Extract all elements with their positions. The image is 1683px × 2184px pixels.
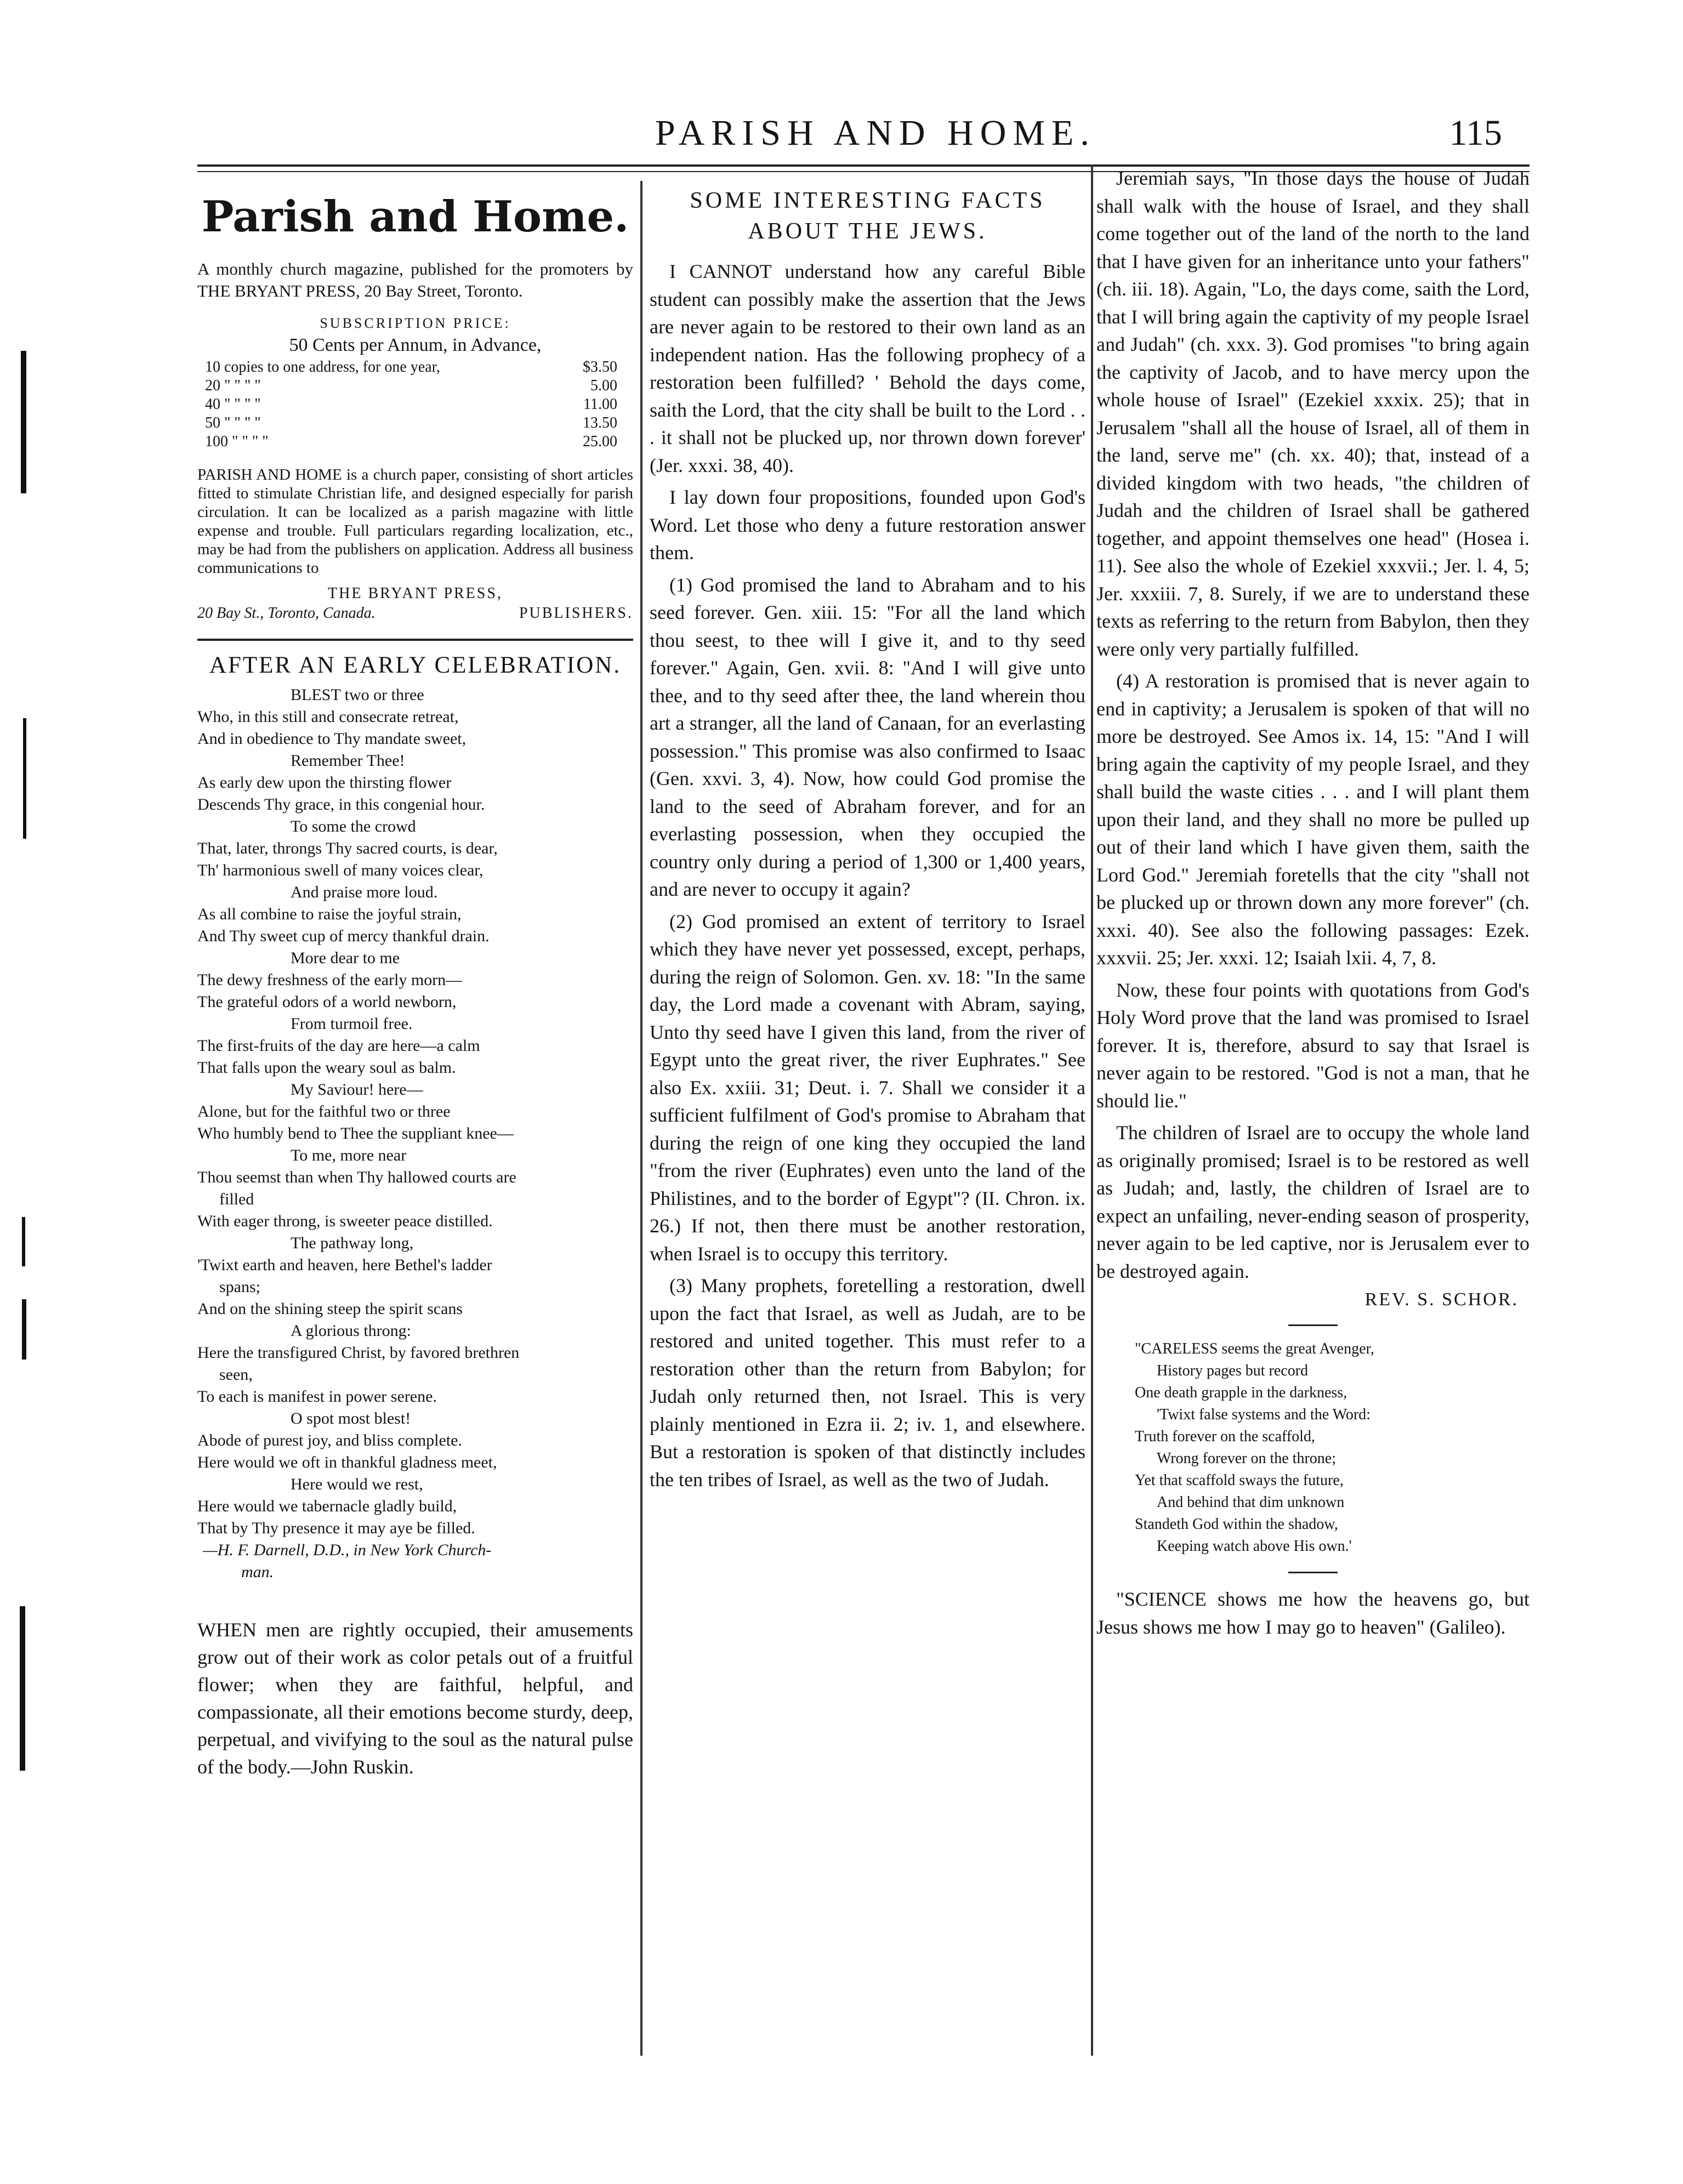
- verse-line: History pages but record: [1157, 1362, 1309, 1379]
- poem-line: Abode of purest joy, and bliss complete.: [197, 1431, 462, 1449]
- poem-line: That, later, throngs Thy sacred courts, is dear,: [197, 839, 498, 857]
- poem-line: O spot most blest!: [291, 1409, 411, 1427]
- poem-body: [197, 684, 633, 1539]
- left-column: [197, 181, 633, 2056]
- poem-attribution: —H. F. Darnell, D.D., in New York Church-: [203, 1541, 492, 1559]
- price-row-copies: 20 " " " ": [205, 377, 261, 394]
- poem-line: Alone, but for the faithful two or three: [197, 1102, 451, 1121]
- margin-mark: [22, 1217, 25, 1266]
- ruskin-quote: WHEN men are rightly occupied, their amusements grow out of their work as color petals out of a fruitful flower; when they are faithful, helpful, and compassionate, all their emotions become sturdy, deep, perpetual, and vivifying to the soul as the natural pulse of the body.—John Ruskin.: [197, 1619, 633, 1778]
- margin-mark: [20, 1606, 25, 1771]
- margin-mark: [21, 351, 26, 493]
- short-rule: [1288, 1572, 1338, 1573]
- poem-line: Descends Thy grace, in this congenial hour.: [197, 795, 485, 814]
- price-row: [203, 395, 619, 414]
- poem-line: Here would we tabernacle gladly build,: [197, 1497, 457, 1515]
- science-quote: "SCIENCE shows me how the heavens go, but Jesus shows me how I may go to heaven" (Galileo).: [1096, 1588, 1530, 1638]
- poem-line: The first-fruits of the day are here—a calm: [197, 1037, 480, 1055]
- article-paragraph: Jeremiah says, "In those days the house of Judah shall walk with the house of Israel, and they shall come together out of the land of the north to the land that I have given for an inheritance unto your fathers" (ch. iii. 18). Again, "Lo, the days come, saith the Lord, that I will bring again the captivity of my people Israel and Judah" (ch. xxx. 3). God promises "to bring again the captivity of Jacob, and to have mercy upon the whole house of Israel" (Ezekiel xxxix. 25); that in Jerusalem "shall all the house of Israel, all of them in the land, serve me" (ch. xx. 40); that, instead of a divided kingdom with two heads, "the children of Judah and the children of Israel shall be gathered together, and appoint themselves one head" (Hosea i. 11). See also the whole of Ezekiel xxxvii.; Jer. l. 4, 5; Jer. xxxiii. 7, 8. Surely, if we are to understand these texts as referring to the return from Babylon, then they were only very partially fulfilled.: [1096, 167, 1530, 660]
- poem-line: To me, more near: [291, 1146, 407, 1164]
- price-row-price: $3.50: [583, 359, 617, 376]
- short-rule: [1288, 1324, 1338, 1326]
- poem-title: AFTER AN EARLY CELEBRATION.: [209, 652, 622, 678]
- poem-attribution-cont: man.: [241, 1563, 274, 1581]
- verse-line: Wrong forever on the throne;: [1157, 1450, 1336, 1467]
- poem-line: And Thy sweet cup of mercy thankful drain.: [197, 927, 490, 945]
- price-row-price: 25.00: [583, 433, 617, 450]
- article-paragraph: (3) Many prophets, foretelling a restoration, dwell upon the fact that Israel, as well as Judah, are to be restored and united together. This must refer to a restoration other than the return from Babylon; for Judah only returned then, not Israel. This is very plainly mentioned in Ezra ii. 2; iv. 1, and elsewhere. But a restoration is spoken of that distinctly includes the ten tribes of Israel, as well as the two of Judah.: [650, 1275, 1085, 1491]
- poem-line: As all combine to raise the joyful strain,: [197, 905, 462, 923]
- running-title: PARISH AND HOME.: [655, 113, 1096, 153]
- poem-line: To each is manifest in power serene.: [197, 1387, 437, 1406]
- article-title: [650, 185, 1085, 247]
- price-row-copies: 40 " " " ": [205, 396, 261, 413]
- article-paragraph: (1) God promised the land to Abraham and to his seed forever. Gen. xiii. 15: "For all the land which thou seest, to thee will I give it, and to thy seed forever." Again, Gen. xvii. 8: "And I will give unto thee, and to thy seed after thee, the land wherein thou art a stranger, all the land of Canaan, for an everlasting possession." This promise was also confirmed to Isaac (Gen. xxvi. 3, 4). Now, how could God promise the land to the seed of Abraham forever, and for an everlasting possession, when they occupied the country only during a period of 1,300 or 1,400 years, and are never to occupy it again?: [650, 573, 1085, 900]
- poem-line: And praise more loud.: [291, 883, 438, 901]
- publisher-role: PUBLISHERS.: [519, 605, 633, 622]
- article-paragraph: Now, these four points with quotations from God's Holy Word prove that the land was promised to Israel forever. It is, therefore, absurd to say that Israel is never again to be restored. "God is not a man, that he should lie.": [1096, 979, 1530, 1112]
- right-column: [1096, 164, 1530, 2056]
- poem-line: Remember Thee!: [291, 752, 405, 770]
- price-row-price: 5.00: [590, 377, 617, 394]
- article-paragraph: (2) God promised an extent of territory to Israel which they have never yet possessed, except, perhaps, during the reign of Solomon. Gen. xv. 18: "In the same day, the Lord made a covenant with Abram, saying, Unto thy seed have I given this land, from the river of Egypt unto the great river, the river Euphrates." See also Ex. xxiii. 31; Deut. i. 7. Shall we consider it a sufficient fulfilment of God's promise to Abraham that during the reign of one king they occupied the land "from the river (Euphrates) even unto the land of the Philistines, and to the border of Egypt"? (II. Chron. ix. 26.) If not, then there must be another restoration, when Israel is to occupy this territory.: [650, 910, 1085, 1265]
- margin-mark: [22, 1299, 26, 1360]
- poem-line: 'Twixt earth and heaven, here Bethel's ladder: [197, 1256, 492, 1274]
- page-header: [197, 107, 1535, 167]
- price-row: [203, 433, 619, 451]
- masthead-title: Parish and Home.: [201, 192, 629, 242]
- poem-line: Here would we oft in thankful gladness meet,: [197, 1453, 497, 1471]
- article-title-line-1: SOME INTERESTING FACTS: [690, 188, 1045, 213]
- poem-line: That by Thy presence it may aye be filled.: [197, 1519, 475, 1537]
- article-signature: REV. S. SCHOR.: [1364, 1289, 1519, 1310]
- price-row-price: 11.00: [583, 396, 617, 413]
- poem-line: As early dew upon the thirsting flower: [197, 774, 452, 792]
- page-number: 115: [1449, 113, 1502, 153]
- subscription-price: 50 Cents per Annum, in Advance,: [289, 335, 542, 355]
- poem-line: My Saviour! here—: [291, 1080, 423, 1099]
- price-row: [203, 414, 619, 433]
- article-paragraph: I lay down four propositions, founded upon God's Word. Let those who deny a future restoration answer them.: [650, 486, 1085, 564]
- price-table: [203, 358, 619, 451]
- poem-line: Here would we rest,: [291, 1475, 423, 1493]
- poem-line: To some the crowd: [291, 817, 416, 835]
- price-row: [203, 377, 619, 395]
- verse-quote: [1096, 1338, 1530, 1557]
- margin-mark: [23, 718, 26, 839]
- article-paragraph: The children of Israel are to occupy the whole land as originally promised; Israel is to be restored as well as Judah; and, lastly, the children of Israel are to expect an unfailing, never-ending season of prosperity, never again to be led captive, nor is Jerusalem ever to be destroyed again.: [1096, 1122, 1530, 1282]
- price-row-price: 13.50: [583, 414, 617, 431]
- poem-line: And on the shining steep the spirit scans: [197, 1300, 463, 1318]
- section-rule: [197, 639, 633, 641]
- poem-line: The dewy freshness of the early morn—: [197, 971, 463, 989]
- poem-line: The pathway long,: [291, 1234, 414, 1252]
- article-title-line-2: ABOUT THE JEWS.: [748, 219, 987, 244]
- poem-line: BLEST two or three: [291, 686, 424, 704]
- poem-line: From turmoil free.: [291, 1015, 413, 1033]
- middle-column: [650, 181, 1085, 2056]
- verse-line: "CARELESS seems the great Avenger,: [1135, 1340, 1374, 1357]
- verse-line: One death grapple in the darkness,: [1135, 1384, 1347, 1401]
- poem-line: filled: [219, 1190, 254, 1208]
- poem-line: Th' harmonious swell of many voices clear,: [197, 861, 484, 879]
- price-row: [203, 358, 619, 377]
- masthead-description: A monthly church magazine, published for the promoters by THE BRYANT PRESS, 20 Bay Street, Toronto.: [197, 259, 633, 300]
- poem-line: A glorious throng:: [291, 1322, 412, 1340]
- publisher-address-line: [197, 605, 633, 622]
- article-paragraph: I CANNOT understand how any careful Bible student can possibly make the assertion that the Jews are never again to be restored to their own land as an independent nation. Has the following prophecy of a restoration been fulfilled? ' Behold the days come, saith the Lord, that the city shall be built to the Lord . . . it shall not be plucked up, nor thrown down forever' (Jer. xxxi. 38, 40).: [650, 260, 1085, 476]
- subscription-heading: SUBSCRIPTION PRICE:: [320, 315, 511, 331]
- poem-line: That falls upon the weary soul as balm.: [197, 1059, 456, 1077]
- poem-line: Who humbly bend to Thee the suppliant knee—: [197, 1124, 514, 1142]
- verse-line: Standeth God within the shadow,: [1135, 1516, 1338, 1533]
- verse-line: Yet that scaffold sways the future,: [1135, 1472, 1344, 1489]
- price-row-copies: 50 " " " ": [205, 414, 261, 431]
- publisher-address: 20 Bay St., Toronto, Canada.: [197, 605, 376, 622]
- poem-line: seen,: [219, 1366, 253, 1384]
- poem-line: The grateful odors of a world newborn,: [197, 993, 457, 1011]
- price-row-copies: 10 copies to one address, for one year,: [205, 359, 440, 376]
- publisher-name: THE BRYANT PRESS,: [328, 585, 503, 602]
- verse-line: Keeping watch above His own.': [1157, 1538, 1352, 1555]
- price-row-copies: 100 " " " ": [205, 433, 269, 450]
- verse-line: Truth forever on the scaffold,: [1135, 1428, 1315, 1445]
- poem-line: With eager throng, is sweeter peace distilled.: [197, 1212, 493, 1230]
- column-divider-right: [1091, 164, 1093, 2056]
- article-paragraph: (4) A restoration is promised that is never again to end in captivity; a Jerusalem is spoken of that will no more be destroyed. See Amos ix. 14, 15: "And I will bring again the captivity of my people Israel, and they shall build the waste cities . . . and I will plant them upon their land, and they shall no more be pulled up out of their land which I have given them, saith the Lord God." Jeremiah foretells that the city "shall not be plucked up or thrown down any more forever" (ch. xxxi. 40). See also the following passages: Ezek. xxxvii. 25; Jer. xxxi. 12; Isaiah lxii. 4, 7, 8.: [1096, 670, 1530, 969]
- about-paragraph: PARISH AND HOME is a church paper, consisting of short articles fitted to stimulate Christian life, and designed especially for parish circulation. It can be localized as a parish magazine with little expense and trouble. Full particulars regarding localization, etc., may be had from the publishers on application. Address all business communications to: [197, 466, 633, 577]
- poem-line: Who, in this still and consecrate retreat,: [197, 708, 459, 726]
- poem-line: And in obedience to Thy mandate sweet,: [197, 730, 467, 748]
- poem-line: spans;: [219, 1278, 260, 1296]
- poem-line: Here the transfigured Christ, by favored brethren: [197, 1344, 520, 1362]
- poem-line: Thou seemst than when Thy hallowed courts are: [197, 1168, 516, 1186]
- column-divider-left: [640, 181, 643, 2056]
- verse-line: 'Twixt false systems and the Word:: [1157, 1406, 1371, 1423]
- poem-line: More dear to me: [291, 949, 400, 967]
- verse-line: And behind that dim unknown: [1157, 1494, 1345, 1511]
